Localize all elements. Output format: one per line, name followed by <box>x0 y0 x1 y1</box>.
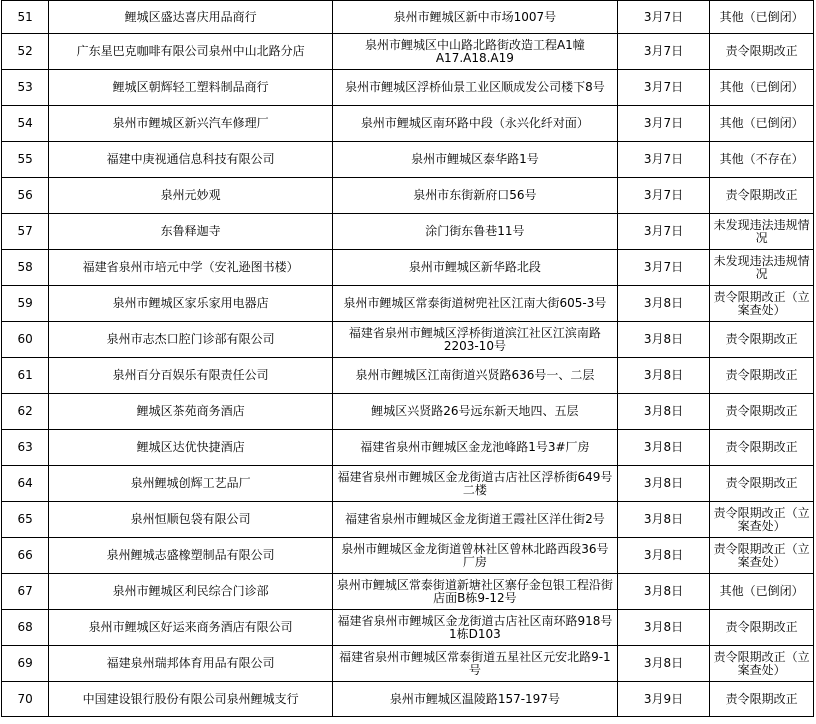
result-cell: 责令限期改正 <box>710 430 814 466</box>
entity-name-cell: 鲤城区茶苑商务酒店 <box>49 394 333 430</box>
date-cell: 3月8日 <box>617 466 710 502</box>
result-cell: 责令限期改正（立案查处） <box>710 538 814 574</box>
address-cell: 福建省泉州市鲤城区金龙街道古店社区浮桥街649号二楼 <box>333 466 618 502</box>
row-number-cell: 61 <box>2 358 49 394</box>
entity-name-cell: 泉州市志杰口腔门诊部有限公司 <box>49 322 333 358</box>
row-number-cell: 68 <box>2 610 49 646</box>
address-cell: 泉州市鲤城区中山路北路街改造工程A1幢A17.A18.A19 <box>333 34 618 70</box>
date-cell: 3月8日 <box>617 322 710 358</box>
date-cell: 3月7日 <box>617 70 710 106</box>
address-cell: 泉州市鲤城区浮桥仙景工业区顺成发公司楼下8号 <box>333 70 618 106</box>
date-cell: 3月8日 <box>617 430 710 466</box>
address-cell: 福建省泉州市鲤城区金龙街道王霞社区洋仕街2号 <box>333 502 618 538</box>
row-number-cell: 60 <box>2 322 49 358</box>
date-cell: 3月8日 <box>617 610 710 646</box>
date-cell: 3月7日 <box>617 214 710 250</box>
table-row <box>2 142 814 178</box>
row-number-cell: 56 <box>2 178 49 214</box>
result-cell: 未发现违法违规情况 <box>710 214 814 250</box>
row-number-cell: 64 <box>2 466 49 502</box>
result-cell: 责令限期改正 <box>710 394 814 430</box>
row-number-cell: 54 <box>2 106 49 142</box>
date-cell: 3月7日 <box>617 34 710 70</box>
result-cell: 其他（不存在） <box>710 142 814 178</box>
entity-name-cell: 泉州市鲤城区利民综合门诊部 <box>49 574 333 610</box>
date-cell: 3月7日 <box>617 106 710 142</box>
result-cell: 其他（已倒闭） <box>710 70 814 106</box>
entity-name-cell: 广东星巴克咖啡有限公司泉州中山北路分店 <box>49 34 333 70</box>
date-cell: 3月7日 <box>617 250 710 286</box>
entity-name-cell: 东鲁释迦寺 <box>49 214 333 250</box>
date-cell: 3月7日 <box>617 1 710 34</box>
table-row <box>2 214 814 250</box>
entity-name-cell: 泉州市鲤城区好运来商务酒店有限公司 <box>49 610 333 646</box>
entity-name-cell: 中国建设银行股份有限公司泉州鲤城支行 <box>49 682 333 717</box>
result-cell: 责令限期改正（立案查处） <box>710 286 814 322</box>
entity-name-cell: 福建中庚视通信息科技有限公司 <box>49 142 333 178</box>
address-cell: 福建省泉州市鲤城区常泰街道五星社区元安北路9-1号 <box>333 646 618 682</box>
result-cell: 责令限期改正（立案查处） <box>710 502 814 538</box>
row-number-cell: 58 <box>2 250 49 286</box>
result-cell: 其他（已倒闭） <box>710 1 814 34</box>
row-number-cell: 51 <box>2 1 49 34</box>
date-cell: 3月7日 <box>617 142 710 178</box>
entity-name-cell: 泉州市鲤城区家乐家用电器店 <box>49 286 333 322</box>
table-body <box>2 1 814 717</box>
row-number-cell: 70 <box>2 682 49 717</box>
date-cell: 3月8日 <box>617 502 710 538</box>
table-row <box>2 466 814 502</box>
address-cell: 泉州市鲤城区金龙街道曾林社区曾林北路西段36号厂房 <box>333 538 618 574</box>
table-row <box>2 502 814 538</box>
entity-name-cell: 鲤城区达优快捷酒店 <box>49 430 333 466</box>
date-cell: 3月8日 <box>617 538 710 574</box>
table-row <box>2 574 814 610</box>
entity-name-cell: 福建泉州瑞邦体育用品有限公司 <box>49 646 333 682</box>
row-number-cell: 67 <box>2 574 49 610</box>
entity-name-cell: 泉州百分百娱乐有限责任公司 <box>49 358 333 394</box>
entity-name-cell: 泉州元妙观 <box>49 178 333 214</box>
entity-name-cell: 福建省泉州市培元中学（安礼逊图书楼） <box>49 250 333 286</box>
date-cell: 3月8日 <box>617 574 710 610</box>
table-row <box>2 322 814 358</box>
row-number-cell: 52 <box>2 34 49 70</box>
row-number-cell: 63 <box>2 430 49 466</box>
table-row <box>2 394 814 430</box>
row-number-cell: 66 <box>2 538 49 574</box>
entity-name-cell: 泉州鲤城创辉工艺品厂 <box>49 466 333 502</box>
table-row <box>2 358 814 394</box>
result-cell: 责令限期改正 <box>710 466 814 502</box>
address-cell: 泉州市鲤城区新中市场1007号 <box>333 1 618 34</box>
result-cell: 责令限期改正 <box>710 178 814 214</box>
result-cell: 其他（已倒闭） <box>710 106 814 142</box>
address-cell: 泉州市鲤城区南环路中段（永兴化纤对面） <box>333 106 618 142</box>
result-cell: 责令限期改正 <box>710 358 814 394</box>
table-row <box>2 34 814 70</box>
row-number-cell: 62 <box>2 394 49 430</box>
date-cell: 3月8日 <box>617 286 710 322</box>
entity-name-cell: 鲤城区盛达喜庆用品商行 <box>49 1 333 34</box>
date-cell: 3月8日 <box>617 358 710 394</box>
table-row <box>2 682 814 717</box>
result-cell: 责令限期改正 <box>710 610 814 646</box>
row-number-cell: 55 <box>2 142 49 178</box>
date-cell: 3月7日 <box>617 178 710 214</box>
address-cell: 泉州市鲤城区江南街道兴贤路636号一、二层 <box>333 358 618 394</box>
address-cell: 福建省泉州市鲤城区金龙池峰路1号3#厂房 <box>333 430 618 466</box>
table-row <box>2 538 814 574</box>
table-row <box>2 70 814 106</box>
row-number-cell: 57 <box>2 214 49 250</box>
address-cell: 泉州市鲤城区新华路北段 <box>333 250 618 286</box>
table-row <box>2 286 814 322</box>
row-number-cell: 59 <box>2 286 49 322</box>
address-cell: 泉州市鲤城区温陵路157-197号 <box>333 682 618 717</box>
entity-name-cell: 泉州市鲤城区新兴汽车修理厂 <box>49 106 333 142</box>
address-cell: 鲤城区兴贤路26号远东新天地四、五层 <box>333 394 618 430</box>
table-row <box>2 610 814 646</box>
address-cell: 泉州市鲤城区常泰街道新塘社区寨仔金包银工程沿街店面B栋9-12号 <box>333 574 618 610</box>
row-number-cell: 53 <box>2 70 49 106</box>
table-row <box>2 430 814 466</box>
entity-name-cell: 鲤城区朝辉轻工塑料制品商行 <box>49 70 333 106</box>
address-cell: 福建省泉州市鲤城区浮桥街道滨江社区江滨南路2203-10号 <box>333 322 618 358</box>
inspection-table <box>1 0 814 717</box>
row-number-cell: 69 <box>2 646 49 682</box>
entity-name-cell: 泉州恒顺包袋有限公司 <box>49 502 333 538</box>
result-cell: 责令限期改正（立案查处） <box>710 646 814 682</box>
result-cell: 责令限期改正 <box>710 322 814 358</box>
address-cell: 泉州市鲤城区泰华路1号 <box>333 142 618 178</box>
result-cell: 未发现违法违规情况 <box>710 250 814 286</box>
table-row <box>2 250 814 286</box>
table-row <box>2 1 814 34</box>
result-cell: 责令限期改正 <box>710 682 814 717</box>
entity-name-cell: 泉州鲤城志盛橡塑制品有限公司 <box>49 538 333 574</box>
result-cell: 其他（已倒闭） <box>710 574 814 610</box>
address-cell: 福建省泉州市鲤城区金龙街道古店社区南环路918号1栋D103 <box>333 610 618 646</box>
table-row <box>2 178 814 214</box>
address-cell: 涂门街东鲁巷11号 <box>333 214 618 250</box>
table-row <box>2 106 814 142</box>
result-cell: 责令限期改正 <box>710 34 814 70</box>
address-cell: 泉州市东街新府口56号 <box>333 178 618 214</box>
date-cell: 3月8日 <box>617 394 710 430</box>
date-cell: 3月9日 <box>617 682 710 717</box>
row-number-cell: 65 <box>2 502 49 538</box>
table-row <box>2 646 814 682</box>
address-cell: 泉州市鲤城区常泰街道树兜社区江南大街605-3号 <box>333 286 618 322</box>
date-cell: 3月8日 <box>617 646 710 682</box>
